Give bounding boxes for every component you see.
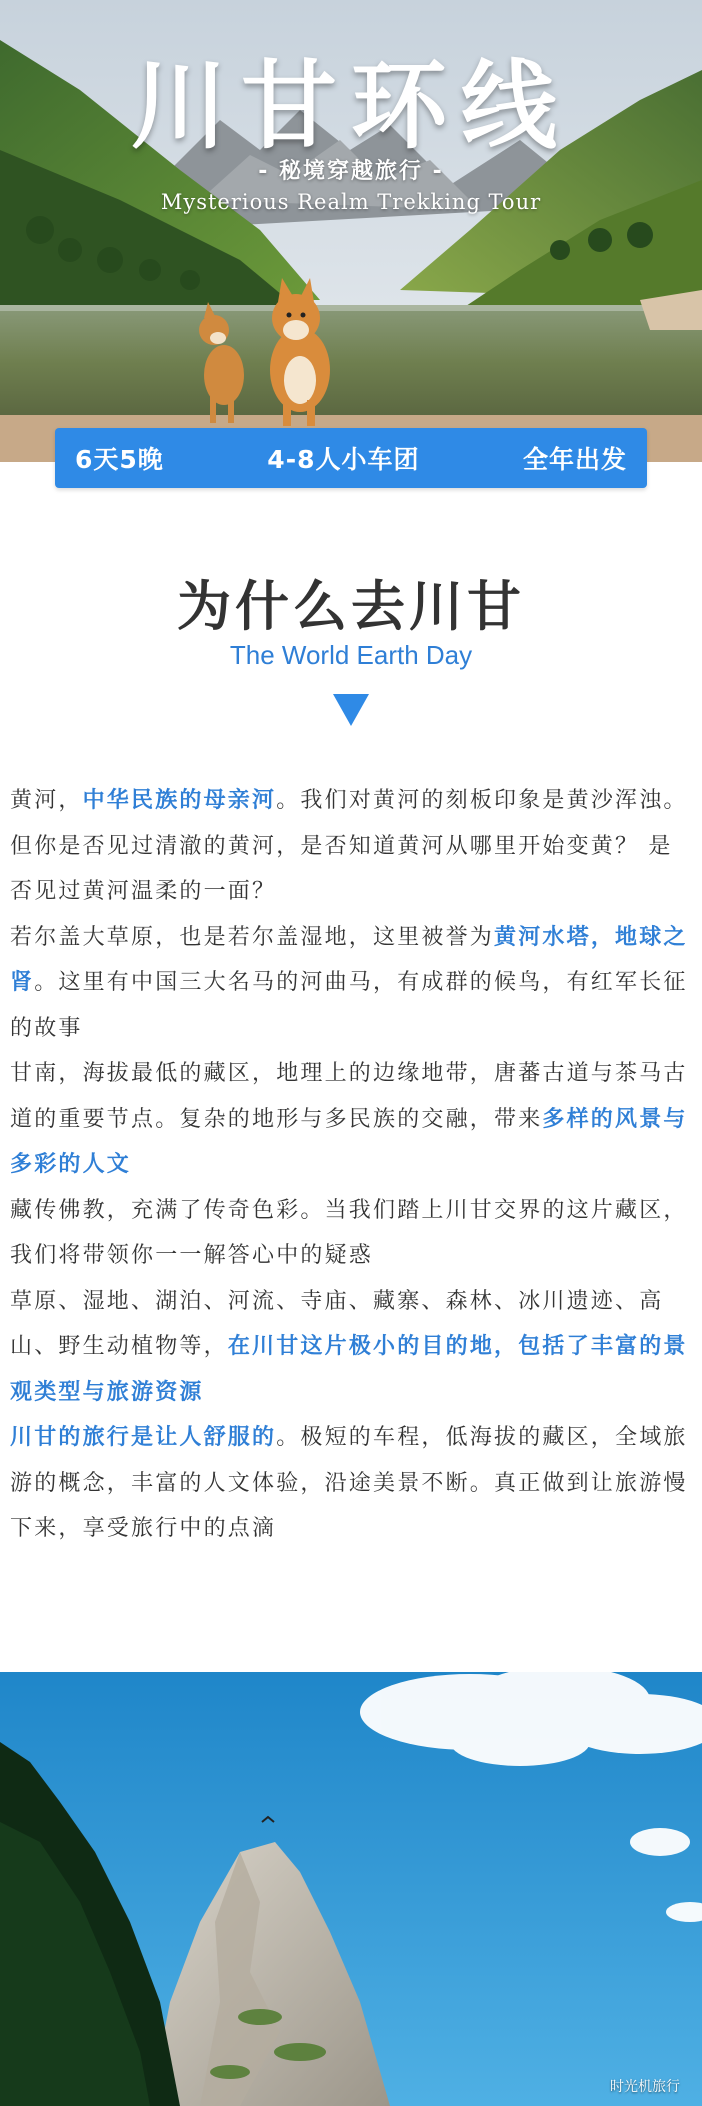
hero-title: 川甘环线 [131, 49, 571, 162]
body-text: 。我们对黄河的刻板印象是黄沙浑浊。但你是否见过清澈的黄河，是否知道黄河从哪里开始变黄？ 是否见过黄河温柔的一面？ [10, 788, 688, 904]
hero-banner [0, 0, 702, 462]
highlight-text: 多样的风景与多彩的人文 [10, 1106, 688, 1177]
body-text: 若尔盖大草原，也是若尔盖湿地，这里被誉为 [10, 924, 495, 950]
article-paragraph [10, 915, 694, 1052]
mountain-landscape-image [0, 1672, 702, 2106]
tour-info-bar [55, 428, 647, 488]
body-text: 。这里有中国三大名马的河曲马，有成群的候鸟，有红军长征的故事 [10, 970, 688, 1041]
tour-departure-tag: 全年出发 [522, 445, 627, 474]
mountain-photo [0, 1672, 702, 2106]
article-paragraph [10, 1415, 694, 1552]
body-text: 草原、湿地、湖泊、河流、寺庙、藏寨、森林、冰川遗迹、高山、野生动植物等， [10, 1288, 664, 1359]
watermark-text: 时光机旅行 [610, 2079, 680, 2095]
tour-duration-tag: 6天5晚 [75, 445, 164, 474]
article-paragraph [10, 1279, 694, 1416]
tour-group-size-tag: 4-8人小车团 [267, 445, 420, 474]
body-text: 甘南，海拔最低的藏区，地理上的边缘地带，唐蕃古道与茶马古道的重要节点。复杂的地形与多民族的交融，带来 [10, 1061, 688, 1132]
highlight-text: 黄河水塔，地球之肾 [10, 924, 688, 995]
article-body [10, 778, 694, 1552]
article-paragraph [10, 778, 694, 915]
article-paragraph [10, 1051, 694, 1188]
highlight-text: 川甘的旅行是让人舒服的 [10, 1425, 277, 1450]
section-subtitle-en: The World Earth Day [229, 640, 473, 670]
body-text: 黄河， [10, 788, 83, 813]
highlight-text: 中华民族的母亲河 [82, 788, 277, 813]
hero-subtitle-en: Mysterious Realm Trekking Tour [160, 190, 542, 214]
section-title: 为什么去川甘 [177, 575, 525, 638]
highlight-text: 在川甘这片极小的目的地，包括了丰富的景观类型与旅游资源 [10, 1334, 688, 1405]
hero-subtitle: - 秘境穿越旅行 - [258, 159, 444, 184]
article-paragraph [10, 1188, 694, 1279]
body-text: 藏传佛教，充满了传奇色彩。当我们踏上川甘交界的这片藏区，我们将带领你一一解答心中的疑惑 [10, 1197, 688, 1268]
triangle-down-icon [333, 694, 369, 726]
body-text: 。极短的车程，低海拔的藏区，全域旅游的概念，丰富的人文体验，沿途美景不断。真正做到让旅游慢下来，享受旅行中的点滴 [10, 1425, 688, 1541]
